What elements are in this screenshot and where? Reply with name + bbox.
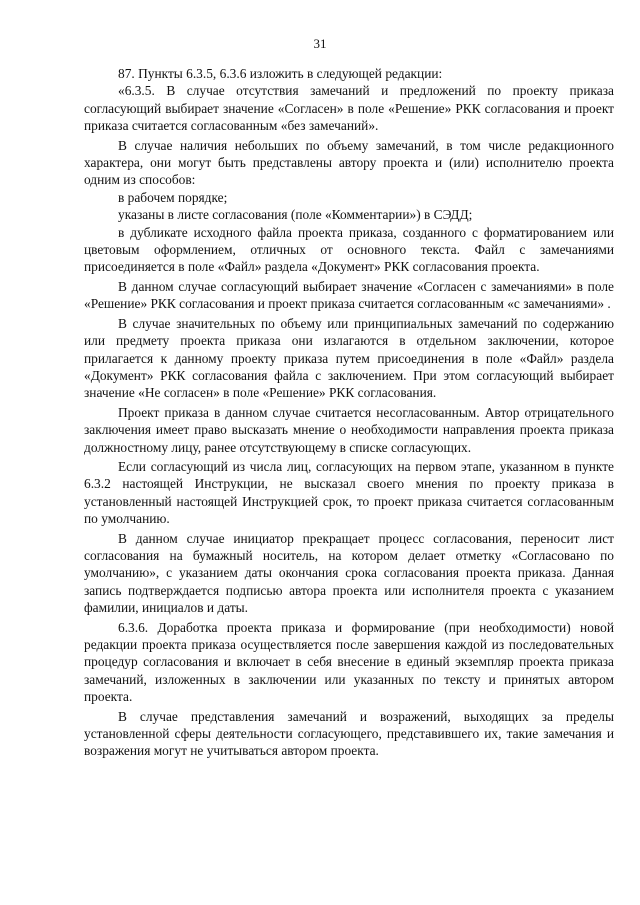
paragraph-intro: 87. Пункты 6.3.5, 6.3.6 изложить в следующей редакции:: [118, 66, 443, 81]
paragraph-6-3-5: «6.3.5. В случае отсутствия замечаний и предложений по проекту приказа согласующий выбирает значение «Согласен» в поле «Решение» РКК согласования и проект приказа считается согласованным «без замечаний».: [84, 83, 614, 134]
paragraph-out-of-scope-remarks: В случае представления замечаний и возражений, выходящих за пределы установленной сферы деятельности согласующего, представившего их, такие замечания и возражения могут не учитываться автором проекта.: [84, 708, 614, 759]
paragraph-6-3-6: 6.3.6. Доработка проекта приказа и формирование (при необходимости) новой редакции проекта приказа осуществляется после завершения каждой из последовательных процедур согласования и включает в себя внесение в единый экземпляр проекта приказа замечаний, изложенных в заключении или указанных по тексту и принятых автором проекта.: [84, 619, 614, 705]
page-number: 31: [313, 36, 327, 51]
paragraph-default-approval: Если согласующий из числа лиц, согласующих на первом этапе, указанном в пункте 6.3.2 настоящей Инструкции, не высказал своего мнения по проекту приказа в установленный настоящей Инструкцией срок, то проект приказа считается согласованным по умолчанию.: [84, 458, 614, 527]
paragraph-minor-remarks: В случае наличия небольших по объему замечаний, в том числе редакционного характера, они могут быть представлены автору проекта и (или) исполнителю проекта одним из способов:: [84, 137, 614, 188]
document-body: [84, 65, 614, 760]
list-item-duplicate-file: в дубликате исходного файла проекта приказа, созданного с форматированием или цветовым оформлением, отличных от основного текста. Файл с замечаниями присоединяется в поле «Файл» раздела «Документ» РКК согласования проекта.: [84, 224, 614, 275]
paragraph-agree-with-remarks: В данном случае согласующий выбирает значение «Согласен с замечаниями» в поле «Решение» РКК согласования и проект приказа считается согласованным «с замечаниями» .: [84, 278, 614, 312]
paragraph-major-remarks: В случае значительных по объему или принципиальных замечаний по содержанию или предмету проекта приказа они излагаются в отдельном заключении, которое прилагается к данному проекту приказа путем присоединения в поле «Файл» раздела «Документ» РКК согласования файла с заключением. При этом согласующий выбирает значение «Не согласен» в поле «Решение» РКК согласования.: [84, 315, 614, 401]
paragraph-not-agreed: Проект приказа в данном случае считается несогласованным. Автор отрицательного заключения имеет право высказать мнение о необходимости направления проекта приказа должностному лицу, ранее отсутствующему в списке согласующих.: [84, 404, 614, 455]
paragraph-initiator-actions: В данном случае инициатор прекращает процесс согласования, переносит лист согласования на бумажный носитель, на котором делает отметку «Согласовано по умолчанию», с указанием даты окончания срока согласования проекта приказа. Данная запись подтверждается подписью автора проекта или исполнителя проекта с указанием фамилии, инициалов и даты.: [84, 530, 614, 616]
list-item-working-order: в рабочем порядке;: [118, 189, 228, 205]
list-item-approval-sheet: указаны в листе согласования (поле «Комментарии») в СЭДД;: [118, 207, 473, 223]
